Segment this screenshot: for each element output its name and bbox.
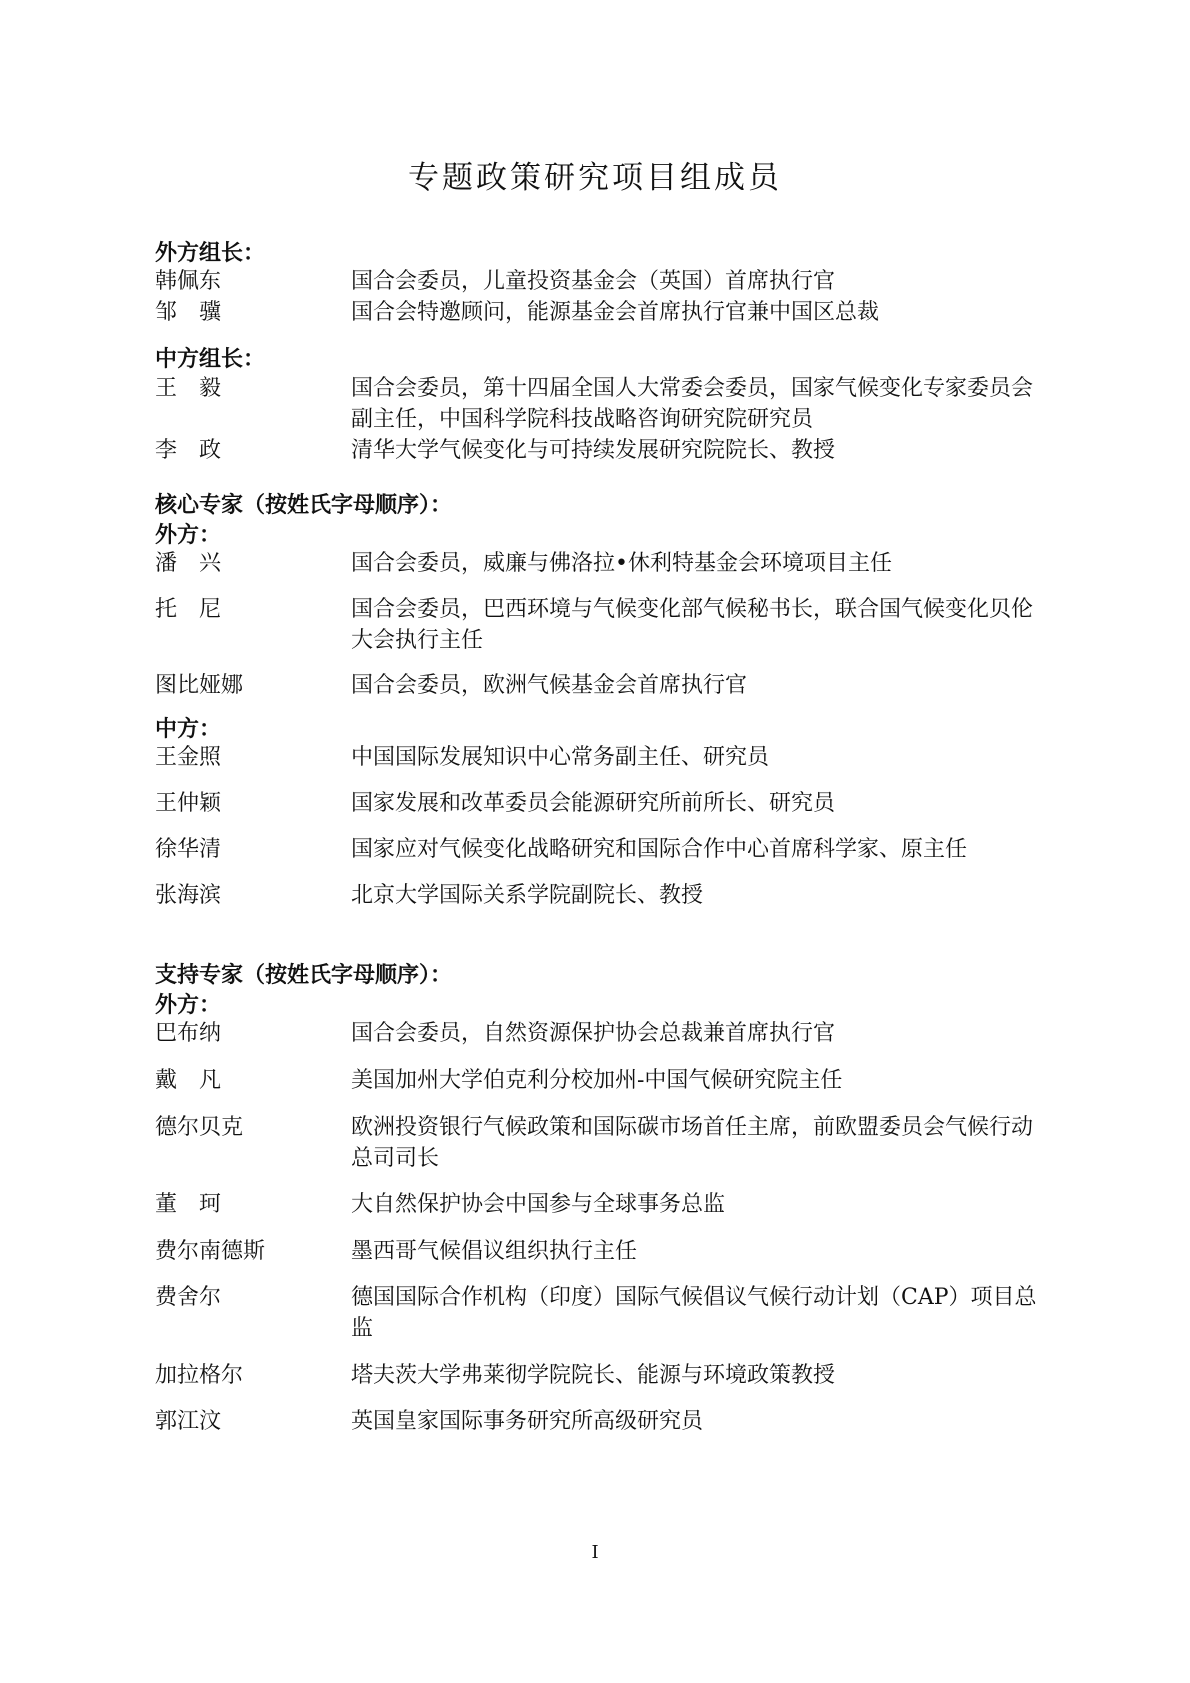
core-chinese-subheading: 中方： — [155, 716, 222, 742]
support-foreign-subheading: 外方： — [155, 992, 222, 1018]
member-name: 费尔南德斯 — [155, 1239, 266, 1264]
member-name: 潘 兴 — [155, 551, 222, 576]
member-name: 郭江汶 — [155, 1409, 222, 1434]
member-name: 巴布纳 — [155, 1021, 222, 1046]
member-name: 邹 骥 — [155, 300, 222, 325]
member-description: 北京大学国际关系学院副院长、教授 — [351, 883, 704, 908]
member-name: 德尔贝克 — [155, 1115, 244, 1140]
member-description: 国合会委员，自然资源保护协会总裁兼首席执行官 — [351, 1021, 836, 1046]
member-name: 张海滨 — [155, 883, 222, 908]
member-description: 国合会委员，欧洲气候基金会首席执行官 — [351, 673, 748, 698]
member-description: 国合会委员，第十四届全国人大常委会委员，国家气候变化专家委员会副主任，中国科学院科技战略咨询研究院研究员 — [351, 376, 1034, 432]
member-description: 国合会特邀顾问，能源基金会首席执行官兼中国区总裁 — [351, 300, 880, 325]
chinese-leaders-heading: 中方组长： — [155, 346, 266, 372]
core-experts-heading: 核心专家（按姓氏字母顺序）： — [155, 492, 453, 518]
member-name: 托 尼 — [155, 597, 222, 622]
member-description: 中国国际发展知识中心常务副主任、研究员 — [351, 745, 770, 770]
member-description: 塔夫茨大学弗莱彻学院院长、能源与环境政策教授 — [351, 1363, 836, 1388]
member-name: 加拉格尔 — [155, 1363, 244, 1388]
foreign-leaders-heading: 外方组长： — [155, 240, 266, 266]
support-experts-heading: 支持专家（按姓氏字母顺序）： — [155, 962, 453, 988]
core-foreign-subheading: 外方： — [155, 522, 222, 548]
page-number: I — [591, 1542, 599, 1563]
member-description: 德国国际合作机构（印度）国际气候倡议气候行动计划（CAP）项目总监 — [351, 1285, 1037, 1341]
member-name: 图比娅娜 — [155, 673, 244, 698]
member-description: 墨西哥气候倡议组织执行主任 — [351, 1239, 638, 1264]
member-name: 王 毅 — [155, 376, 222, 401]
member-description: 欧洲投资银行气候政策和国际碳市场首任主席，前欧盟委员会气候行动总司司长 — [351, 1115, 1034, 1171]
member-description: 大自然保护协会中国参与全球事务总监 — [351, 1192, 726, 1217]
member-name: 李 政 — [155, 438, 222, 463]
member-name: 戴 凡 — [155, 1068, 222, 1093]
member-description: 美国加州大学伯克利分校加州-中国气候研究院主任 — [351, 1068, 843, 1093]
member-description: 英国皇家国际事务研究所高级研究员 — [351, 1409, 704, 1434]
member-name: 韩佩东 — [155, 269, 222, 294]
member-description: 国家发展和改革委员会能源研究所前所长、研究员 — [351, 791, 836, 816]
member-name: 董 珂 — [155, 1192, 222, 1217]
member-description: 国合会委员，儿童投资基金会（英国）首席执行官 — [351, 269, 836, 294]
member-name: 徐华清 — [155, 837, 222, 862]
member-description: 清华大学气候变化与可持续发展研究院院长、教授 — [351, 438, 836, 463]
member-description: 国家应对气候变化战略研究和国际合作中心首席科学家、原主任 — [351, 837, 968, 862]
member-description: 国合会委员，威廉与佛洛拉•休利特基金会环境项目主任 — [351, 551, 892, 576]
member-name: 费舍尔 — [155, 1285, 222, 1310]
page-title: 专题政策研究项目组成员 — [408, 160, 782, 196]
member-name: 王金照 — [155, 745, 222, 770]
member-name: 王仲颖 — [155, 791, 222, 816]
member-description: 国合会委员，巴西环境与气候变化部气候秘书长，联合国气候变化贝伦大会执行主任 — [351, 597, 1034, 653]
